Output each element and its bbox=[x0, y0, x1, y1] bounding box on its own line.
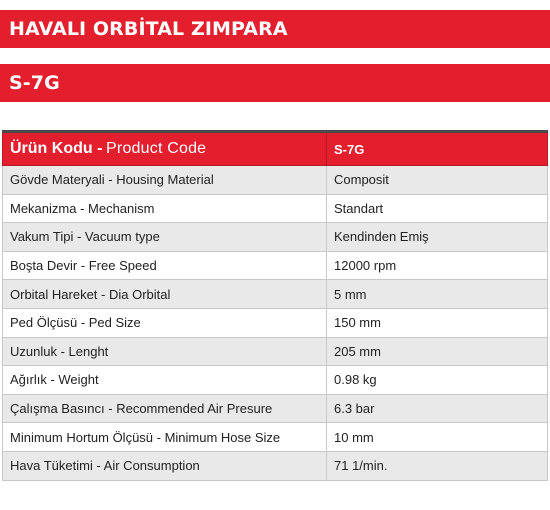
table-row bbox=[3, 223, 548, 252]
spec-label: Hava Tüketimi - Air Consumption bbox=[3, 451, 327, 480]
spec-value: Kendinden Emiş bbox=[327, 223, 548, 252]
table-row bbox=[3, 308, 548, 337]
table-row bbox=[3, 394, 548, 423]
spec-label: Minimum Hortum Ölçüsü - Minimum Hose Size bbox=[3, 423, 327, 452]
table-row bbox=[3, 251, 548, 280]
spec-value: 0.98 kg bbox=[327, 366, 548, 395]
product-code-value-cell bbox=[327, 132, 548, 166]
product-title-banner bbox=[0, 10, 550, 48]
table-row bbox=[3, 166, 548, 195]
spec-value: 6.3 bar bbox=[327, 394, 548, 423]
spec-label: Gövde Materyali - Housing Material bbox=[3, 166, 327, 195]
table-row bbox=[3, 451, 548, 480]
model-banner bbox=[0, 64, 550, 102]
table-row bbox=[3, 194, 548, 223]
spec-value: 10 mm bbox=[327, 423, 548, 452]
spec-table-header bbox=[3, 132, 548, 166]
product-title: HAVALI ORBİTAL ZIMPARA bbox=[9, 18, 288, 40]
spec-value: 5 mm bbox=[327, 280, 548, 309]
model-code: S-7G bbox=[9, 72, 60, 94]
table-row bbox=[3, 366, 548, 395]
spec-value: Standart bbox=[327, 194, 548, 223]
spec-value: 12000 rpm bbox=[327, 251, 548, 280]
spec-label: Boşta Devir - Free Speed bbox=[3, 251, 327, 280]
product-code-label-tr: Ürün Kodu - bbox=[10, 140, 103, 157]
product-code-value: S-7G bbox=[334, 141, 365, 157]
spec-table bbox=[2, 130, 548, 481]
spec-label: Ağırlık - Weight bbox=[3, 366, 327, 395]
spec-label: Ped Ölçüsü - Ped Size bbox=[3, 308, 327, 337]
spec-label: Uzunluk - Lenght bbox=[3, 337, 327, 366]
product-code-label bbox=[3, 132, 327, 166]
spec-label: Mekanizma - Mechanism bbox=[3, 194, 327, 223]
spec-label: Vakum Tipi - Vacuum type bbox=[3, 223, 327, 252]
spec-label: Çalışma Basıncı - Recommended Air Presure bbox=[3, 394, 327, 423]
table-row bbox=[3, 280, 548, 309]
spec-value: 71 1/min. bbox=[327, 451, 548, 480]
spec-value: 150 mm bbox=[327, 308, 548, 337]
spec-value: Composit bbox=[327, 166, 548, 195]
table-row bbox=[3, 337, 548, 366]
spec-label: Orbital Hareket - Dia Orbital bbox=[3, 280, 327, 309]
table-row bbox=[3, 423, 548, 452]
product-code-label-en: Product Code bbox=[106, 140, 207, 157]
spec-value: 205 mm bbox=[327, 337, 548, 366]
